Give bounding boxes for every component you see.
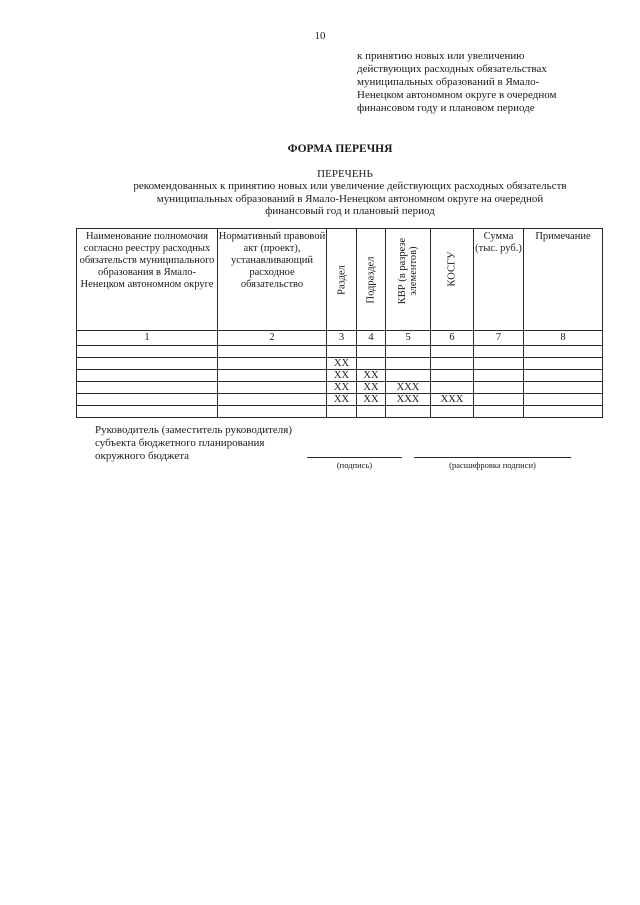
table-cell: [327, 406, 357, 418]
appendix-note: [357, 50, 607, 115]
appendix-line: действующих расходных обязательствах: [357, 63, 547, 75]
signature-caption: (подпись): [336, 460, 373, 470]
header-sum: Сумма (тыс. руб.): [474, 229, 524, 331]
table-cell: XX: [357, 370, 386, 382]
table-row: [77, 358, 603, 370]
table-cell: [431, 370, 474, 382]
table-cell: [218, 346, 327, 358]
table-cell: XX: [357, 382, 386, 394]
table-cell: XXX: [386, 394, 431, 406]
column-number: 2: [218, 331, 327, 346]
table-cell: [218, 382, 327, 394]
table-cell: XX: [357, 394, 386, 406]
appendix-line: финансовом году и плановом периоде: [357, 102, 535, 114]
signer-line: Руководитель (заместитель руководителя): [95, 424, 292, 436]
table-cell: [474, 382, 524, 394]
signer-line: субъекта бюджетного планирования: [95, 437, 265, 449]
table-cell: [218, 358, 327, 370]
header-authority: Наименование полномочия согласно реестру расходных обязательств муниципального образования в Ямало-Ненецком автономном округе: [77, 229, 218, 331]
column-number: 1: [77, 331, 218, 346]
table-row: [77, 370, 603, 382]
column-number: 5: [386, 331, 431, 346]
signature-line: [307, 457, 402, 458]
form-title: ФОРМА ПЕРЕЧНЯ: [287, 143, 393, 155]
table-cell: [77, 370, 218, 382]
header-legal-act: Нормативный правовой акт (проект), устанавливающий расходное обязательство: [218, 229, 327, 331]
table-cell: [431, 382, 474, 394]
page-number: 10: [314, 30, 326, 42]
table-cell: [386, 406, 431, 418]
table-cell: [77, 382, 218, 394]
table-cell: [524, 358, 603, 370]
table-cell: [327, 346, 357, 358]
table-cell: XX: [327, 358, 357, 370]
table-cell: [524, 382, 603, 394]
appendix-line: к принятию новых или увеличению: [357, 50, 525, 62]
column-number: 8: [524, 331, 603, 346]
column-number: 4: [357, 331, 386, 346]
header-row: [77, 229, 603, 331]
table-cell: [218, 370, 327, 382]
table-cell: [357, 406, 386, 418]
table-cell: [218, 394, 327, 406]
table-cell: [524, 370, 603, 382]
appendix-line: муниципальных образований в Ямало-: [357, 76, 540, 88]
table-cell: [524, 346, 603, 358]
table-cell: [77, 406, 218, 418]
table-cell: [524, 406, 603, 418]
column-number: 6: [431, 331, 474, 346]
table-row: [77, 406, 603, 418]
header-kvr: КВР (в разрезе элементов): [386, 229, 431, 331]
table-cell: [431, 358, 474, 370]
subtitle-line: муниципальных образований в Ямало-Ненецком автономном округе на очередной: [156, 192, 544, 205]
header-subsection: Подраздел: [357, 229, 386, 331]
table-cell: [386, 358, 431, 370]
subtitle-line: рекомендованных к принятию новых или увеличение действующих расходных обязательств: [133, 180, 567, 192]
table-cell: [474, 394, 524, 406]
perechen-table: [76, 228, 603, 418]
table-cell: [474, 370, 524, 382]
table-cell: [77, 358, 218, 370]
table-cell: XXX: [386, 382, 431, 394]
table-cell: [474, 358, 524, 370]
column-numbers-row: [77, 331, 603, 346]
column-number: 3: [327, 331, 357, 346]
table-row: [77, 382, 603, 394]
table-cell: XX: [327, 394, 357, 406]
table-cell: [431, 406, 474, 418]
table-cell: [386, 370, 431, 382]
table-cell: [524, 394, 603, 406]
table-cell: XX: [327, 382, 357, 394]
decode-caption: (расшифровка подписи): [449, 460, 536, 470]
list-title: ПЕРЕЧЕНЬ: [317, 168, 373, 180]
table-cell: [218, 406, 327, 418]
table-row: [77, 394, 603, 406]
table-cell: [77, 394, 218, 406]
table-cell: [431, 346, 474, 358]
table-cell: [77, 346, 218, 358]
decode-line: [414, 457, 571, 458]
header-note: Примечание: [524, 229, 603, 331]
appendix-line: Ненецком автономном округе в очередном: [357, 89, 557, 101]
subtitle-line: финансовый год и плановый период: [265, 205, 435, 217]
table-cell: [474, 346, 524, 358]
table-cell: [357, 346, 386, 358]
table-row: [77, 346, 603, 358]
table-cell: XX: [327, 370, 357, 382]
list-subtitle: [80, 180, 620, 218]
table-cell: [474, 406, 524, 418]
column-number: 7: [474, 331, 524, 346]
table-cell: XXX: [431, 394, 474, 406]
header-section: Раздел: [327, 229, 357, 331]
header-kosgu: КОСГУ: [431, 229, 474, 331]
table-cell: [357, 358, 386, 370]
table-cell: [386, 346, 431, 358]
signer-line: окружного бюджета: [95, 450, 190, 462]
